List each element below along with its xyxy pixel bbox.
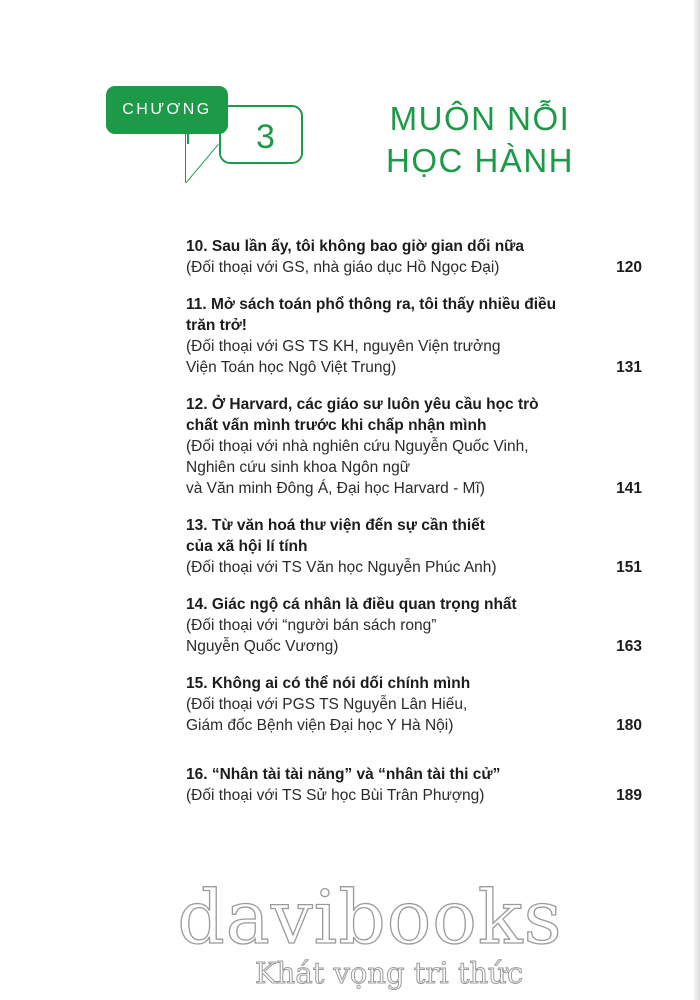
toc-page-number: 141 — [616, 480, 642, 497]
toc-entry — [186, 294, 646, 378]
toc-entry-subtitle: (Đối thoại với PGS TS Nguyễn Lân Hiếu, — [186, 696, 468, 713]
toc-page-number: 163 — [616, 638, 642, 655]
toc-page-number: 151 — [616, 559, 642, 576]
watermark-brand: davibooks — [177, 875, 563, 961]
toc-entry-title: chất vấn mình trước khi chấp nhận mình — [186, 417, 487, 434]
toc-entry-title: của xã hội lí tính — [186, 538, 308, 555]
toc-entry-title: 14. Giác ngộ cá nhân là điều quan trọng nhất — [186, 596, 517, 613]
toc-entry-subtitle: (Đối thoại với “người bán sách rong” — [186, 617, 437, 634]
chapter-title-line: HỌC HÀNH — [385, 142, 574, 179]
toc-entry-title: 11. Mở sách toán phổ thông ra, tôi thấy nhiều điều — [186, 296, 557, 313]
watermark-tagline: Khát vọng tri thức — [255, 956, 524, 990]
chapter-label: CHƯƠNG — [122, 101, 212, 118]
toc-entry — [186, 764, 646, 806]
toc-page-number: 131 — [616, 359, 642, 376]
toc-entry-subtitle: Nghiên cứu sinh khoa Ngôn ngữ — [186, 459, 411, 476]
toc-entry-subtitle: (Đối thoại với GS, nhà giáo dục Hồ Ngọc Đại) — [186, 259, 500, 276]
toc-entry-subtitle: (Đối thoại với TS Văn học Nguyễn Phúc Anh) — [186, 559, 497, 576]
chapter-title-line: MUÔN NỖI — [389, 100, 571, 137]
toc-entry-subtitle: và Văn minh Đông Á, Đại học Harvard - Mĩ) — [186, 480, 485, 497]
toc-entry-title: 13. Từ văn hoá thư viện đến sự cần thiết — [186, 517, 485, 534]
table-of-contents — [186, 236, 646, 822]
toc-entry-subtitle: Nguyễn Quốc Vương) — [186, 638, 339, 655]
chapter-title — [360, 98, 600, 182]
toc-entry — [186, 394, 646, 499]
toc-page-number: 180 — [616, 717, 642, 734]
toc-entry-subtitle: (Đối thoại với GS TS KH, nguyên Viện trưởng — [186, 338, 501, 355]
toc-entry — [186, 236, 646, 278]
toc-entry-subtitle: (Đối thoại với nhà nghiên cứu Nguyễn Quốc Vinh, — [186, 438, 529, 455]
toc-entry-subtitle: (Đối thoại với TS Sử học Bùi Trân Phượng) — [186, 787, 485, 804]
toc-entry — [186, 515, 646, 578]
toc-entry — [186, 594, 646, 657]
toc-page-number: 189 — [616, 787, 642, 804]
toc-entry-title: 12. Ở Harvard, các giáo sư luôn yêu cầu học trò — [186, 396, 539, 413]
page-edge-shadow — [694, 0, 700, 1000]
toc-entry-title: trăn trở! — [186, 317, 247, 334]
chapter-number: 3 — [256, 118, 275, 156]
toc-entry-subtitle: Giám đốc Bệnh viện Đại học Y Hà Nội) — [186, 717, 454, 734]
toc-entry-subtitle: Viện Toán học Ngô Việt Trung) — [186, 359, 397, 376]
toc-entry-title: 10. Sau lần ấy, tôi không bao giờ gian dối nữa — [186, 238, 525, 255]
toc-entry-title: 15. Không ai có thể nói dối chính mình — [186, 675, 471, 692]
toc-page-number: 120 — [616, 259, 642, 276]
toc-entry — [186, 673, 646, 736]
toc-entry-title: 16. “Nhân tài tài năng” và “nhân tài thi cử” — [186, 766, 501, 783]
